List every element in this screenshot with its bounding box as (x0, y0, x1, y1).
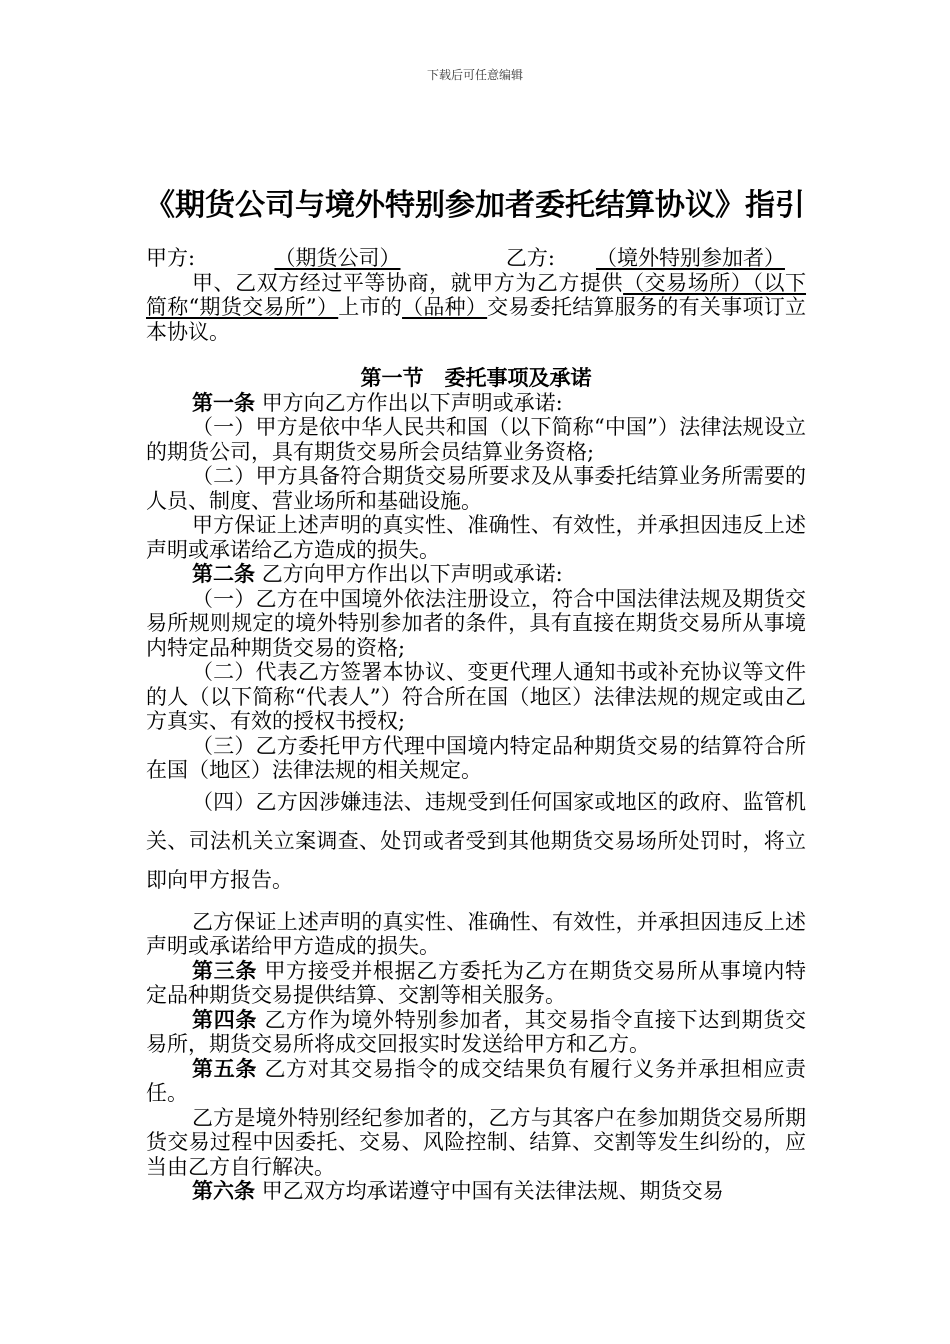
article-4: 第四条 乙方作为境外特别参加者，其交易指令直接下达到期货交易所，期货交易所将成交回报实时发送给甲方和乙方。 (146, 1006, 807, 1056)
article-label: 第三条 (192, 957, 258, 983)
article-1-item-2: （二）甲方具备符合期货交易所要求及从事委托结算业务所需要的人员、制度、营业场所和基础设施。 (146, 464, 806, 513)
article-2-guarantee: 乙方保证上述声明的真实性、准确性、有效性，并承担因违反上述声明或承诺给甲方造成的损失。 (146, 909, 806, 958)
article-2-item-1: （一）乙方在中国境外依法注册设立，符合中国法律法规及期货交易所规则规定的境外特别参加者的条件，具有直接在期货交易所从事境内特定品种期货交易的资格; (146, 586, 806, 660)
article-5: 第五条 乙方对其交易指令的成交结果负有履行义务并承担相应责任。 (146, 1055, 807, 1105)
party-b-label: 乙方: (505, 246, 555, 270)
article-3: 第三条 甲方接受并根据乙方委托为乙方在期货交易所从事境内特定品种期货交易提供结算、交割等相关服务。 (146, 957, 807, 1007)
article-2-item-2: （二）代表乙方签署本协议、变更代理人通知书或补充协议等文件的人（以下简称“代表人”）符合所在国（地区）法律法规的规定或由乙方真实、有效的授权书授权; (146, 660, 806, 733)
variety-field: （品种） (402, 295, 488, 319)
party-a-field: （期货公司） (274, 246, 401, 270)
party-b-field: （境外特别参加者） (595, 246, 785, 270)
article-label: 第六条 (192, 1178, 255, 1203)
party-a-label: 甲方: (146, 246, 196, 270)
exchange-place-field: （交易场所） (623, 270, 753, 295)
article-label: 第一条 (192, 389, 255, 415)
section-heading: 第一节 委托事项及承诺 (360, 365, 592, 390)
article-1-item-1: （一）甲方是依中华人民共和国（以下简称“中国”）法律法规设立的期货公司，具有期货交易所会员结算业务资格; (146, 415, 806, 464)
header-note: 下载后可任意编辑 (426, 68, 523, 82)
exchange-alias-field: （以下简称“期货交易所”） (146, 270, 807, 319)
document-title: 《期货公司与境外特别参加者委托结算协议》指引 (145, 188, 805, 223)
article-label: 第五条 (192, 1055, 258, 1081)
article-label: 第二条 (192, 561, 255, 586)
article-label: 第四条 (192, 1006, 258, 1032)
article-2-item-4: （四）乙方因涉嫌违法、违规受到任何国家或地区的政府、监管机关、司法机关立案调查、处罚或者受到其他期货交易场所处罚时，将立即向甲方报告。 (146, 789, 806, 892)
intro-paragraph: 甲、乙双方经过平等协商，就甲方为乙方提供（交易场所）（以下简称“期货交易所”）上市的（品种）交易委托结算服务的有关事项订立本协议。 (146, 270, 807, 344)
article-6: 第六条 甲乙双方均承诺遵守中国有关法律法规、期货交易 (192, 1178, 724, 1203)
document-body (146, 246, 806, 1204)
article-5-extra: 乙方是境外特别经纪参加者的，乙方与其客户在参加期货交易所期货交易过程中因委托、交易、风险控制、结算、交割等发生纠纷的，应当由乙方自行解决。 (146, 1105, 806, 1179)
article-1-guarantee: 甲方保证上述声明的真实性、准确性、有效性，并承担因违反上述声明或承诺给乙方造成的损失。 (146, 513, 806, 562)
article-2-item-3: （三）乙方委托甲方代理中国境内特定品种期货交易的结算符合所在国（地区）法律法规的相关规定。 (146, 733, 806, 782)
article-2: 第二条 乙方向甲方作出以下声明或承诺: (192, 561, 563, 586)
parties-line (146, 246, 806, 271)
article-1: 第一条 甲方向乙方作出以下声明或承诺: (192, 389, 563, 415)
